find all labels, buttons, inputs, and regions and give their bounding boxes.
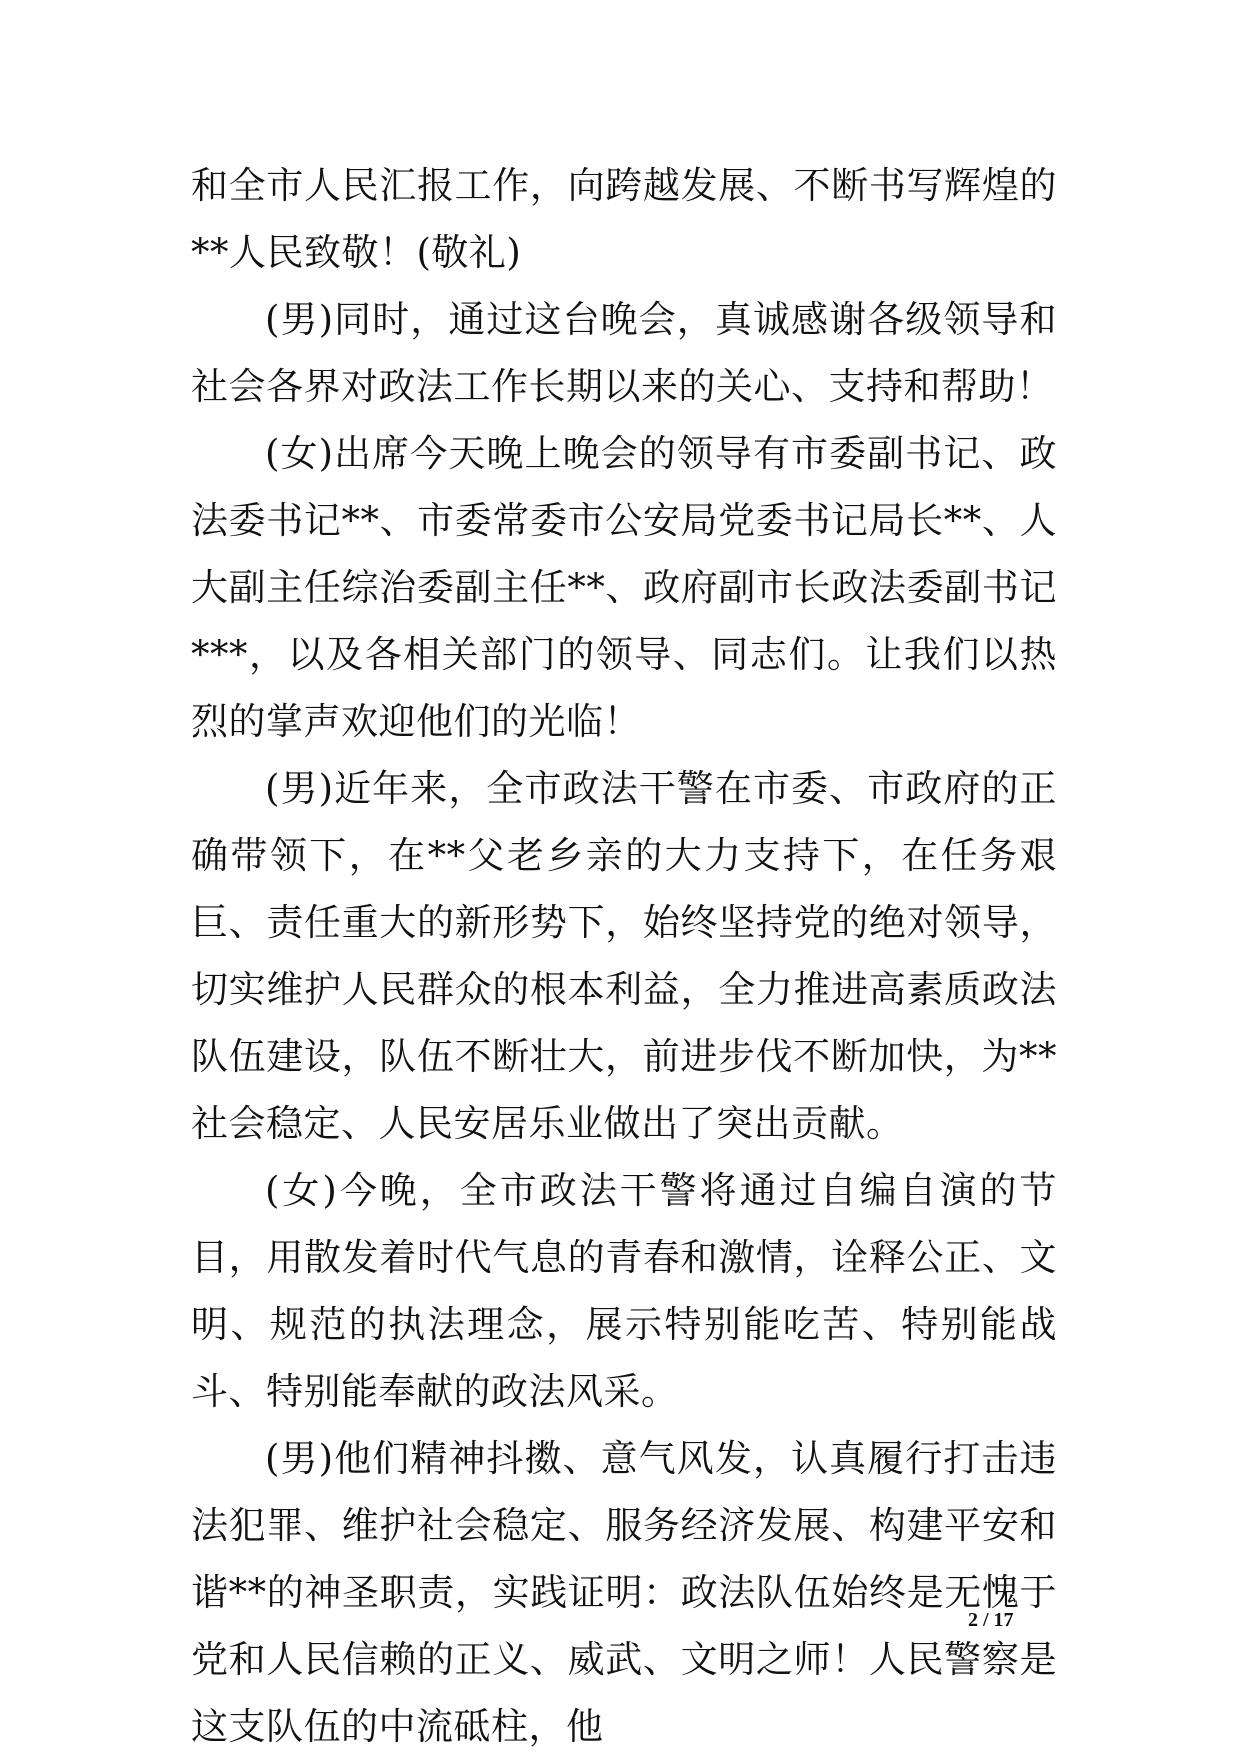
paragraph-2: (男)同时，通过这台晚会，真诚感谢各级领导和社会各界对政法工作长期以来的关心、支持和帮助！: [191, 298, 1057, 408]
paragraph-4: (男)近年来，全市政法干警在市委、市政府的正确带领下，在**父老乡亲的大力支持下，在任务艰巨、责任重大的新形势下，始终坚持党的绝对领导，切实维护人民群众的根本利益，全力推进高素质政法队伍建设，队伍不断壮大，前进步伐不断加快，为**社会稳定、人民安居乐业做出了突出贡献。: [191, 767, 1057, 1145]
paragraph-5: (女)今晚，全市政法干警将通过自编自演的节目，用散发着时代气息的青春和激情，诠释公正、文明、规范的执法理念，展示特别能吃苦、特别能战斗、特别能奉献的政法风采。: [191, 1169, 1057, 1413]
paragraph-3: (女)出席今天晚上晚会的领导有市委副书记、政法委书记**、市委常委市公安局党委书记局长**、人大副主任综治委副主任**、政府副市长政法委副书记***，以及各相关部门的领导、同志们。让我们以热烈的掌声欢迎他们的光临！: [191, 432, 1057, 743]
document-body: [191, 152, 1057, 1760]
paragraph-6: (男)他们精神抖擞、意气风发，认真履行打击违法犯罪、维护社会稳定、服务经济发展、构建平安和谐**的神圣职责，实践证明：政法队伍始终是无愧于党和人民信赖的正义、威武、文明之师！人民警察是这支队伍的中流砥柱，他: [191, 1437, 1057, 1748]
page-number: 2 / 17: [968, 1609, 1014, 1631]
paragraph-1: 和全市人民汇报工作，向跨越发展、不断书写辉煌的**人民致敬！(敬礼): [191, 164, 1057, 274]
